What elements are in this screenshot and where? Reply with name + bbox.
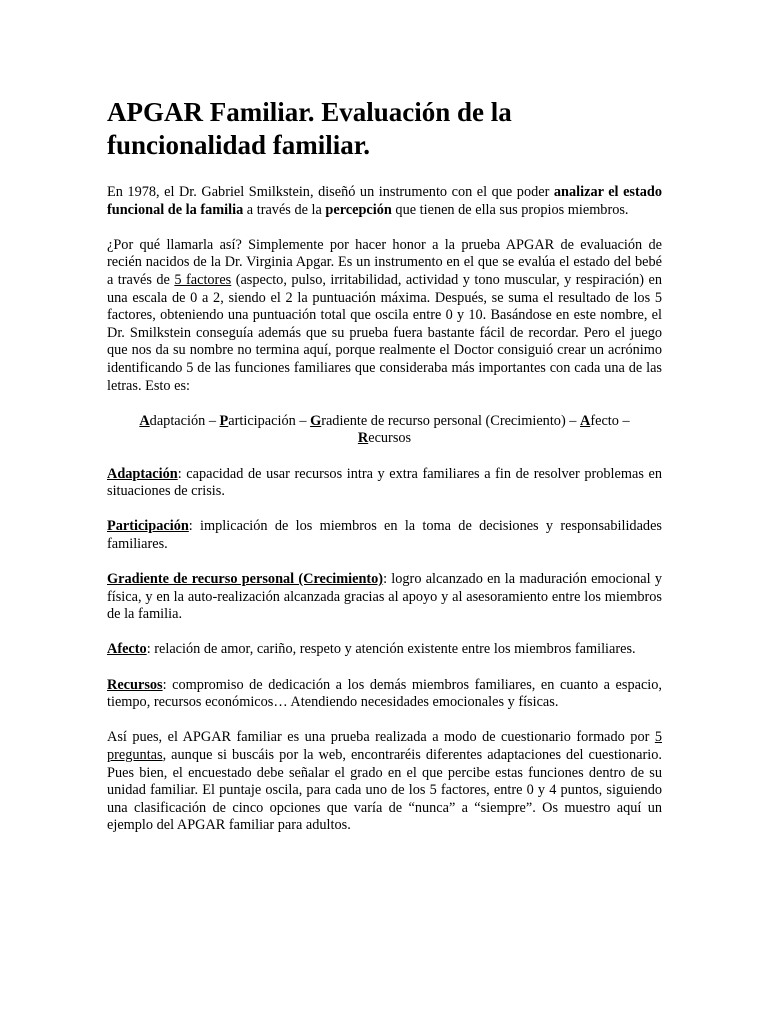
acronym-letter-a2: A: [580, 412, 591, 429]
why-text-1: ¿Por qué llamarla así? Simplemente por hacer honor a la prueba APGAR de evaluación de recién nacidos de la Dr. Virginia Apgar. Es un instrumento en el que se evalúa el estado del bebé a través de: [107, 236, 662, 288]
definition-term: Adaptación: [107, 465, 178, 482]
definition-text: : compromiso de dedicación a los demás miembros familiares, en cuanto a espacio, tiempo, recursos económicos… Atendiendo necesidades emocionales y físicas.: [107, 676, 662, 711]
definition-text: : logro alcanzado en la maduración emocional y física, y en la auto-realización alcanzada gracias al apoyo y al asesoramiento entre los miembros de la familia.: [107, 571, 662, 623]
intro-bold-1: analizar el estado funcional de la familia: [107, 184, 662, 218]
definition-recursos: [107, 677, 662, 712]
closing-paragraph: [107, 729, 662, 835]
acronym-rest-1: daptación –: [149, 412, 220, 429]
intro-text-2: a través de la: [243, 201, 326, 218]
acronym-letter-p: P: [219, 412, 229, 429]
definition-afecto: [107, 641, 662, 659]
intro-bold-2: percepción: [325, 201, 392, 218]
page-title: APGAR Familiar. Evaluación de la funcionalidad familiar.: [107, 97, 512, 160]
definition-term: Gradiente de recurso personal (Crecimiento): [107, 571, 384, 588]
document-content: [107, 96, 662, 835]
definition-text: : implicación de los miembros en la toma de decisiones y responsabilidades familiares.: [107, 518, 662, 552]
definition-adaptacion: [107, 466, 662, 501]
acronym-letter-a1: A: [139, 412, 150, 429]
definition-gradiente: [107, 571, 662, 624]
acronym-rest-5: ecursos: [368, 430, 412, 447]
definition-term: Recursos: [107, 676, 163, 693]
definition-text: : capacidad de usar recursos intra y extra familiares a fin de resolver problemas en situaciones de crisis.: [107, 465, 662, 500]
acronym-line: [107, 413, 662, 448]
definition-term: Afecto: [107, 641, 147, 658]
closing-text-2: , aunque si buscáis por la web, encontraréis diferentes adaptaciones del cuestionario. Pues bien, el encuestado debe señalar el grado en el que percibe estas funciones dentro de su unidad familiar. El puntaje oscila, para cada uno de los 5 factores, entre 0 y 4 puntos, siguiendo una clasificación de cinco opciones que varía de “nunca” a “siempre”. Os muestro aquí un ejemplo del APGAR familiar para adultos.: [107, 747, 662, 834]
acronym-letter-g: G: [310, 412, 322, 429]
closing-text-1: Así pues, el APGAR familiar es una prueba realizada a modo de cuestionario formado por: [107, 729, 655, 746]
why-paragraph: [107, 237, 662, 395]
closing-underline-1: 5 preguntas: [107, 729, 662, 763]
definition-text: : relación de amor, cariño, respeto y atención existente entre los miembros familiares.: [146, 641, 636, 658]
acronym-rest-4: fecto –: [590, 412, 630, 429]
acronym-letter-r: R: [357, 430, 369, 447]
why-underline-1: 5 factores: [174, 271, 232, 288]
why-text-2: (aspecto, pulso, irritabilidad, actividad y tono muscular, y respiración) en una escala de 0 a 2, siendo el 2 la puntuación máxima. Después, se suma el resultado de los 5 factores, obteniendo una puntuación total que oscila entre 0 y 10. Basándose en este nombre, el Dr. Smilkstein conseguía además que su prueba fuera bastante fácil de recordar. Pero el juego que nos da su nombre no termina aquí, porque realmente el Doctor consiguió crear un acrónimo identificando 5 de las funciones familiares que consideraba más importantes con cada una de las letras. Esto es:: [107, 271, 662, 394]
intro-paragraph: [107, 184, 662, 219]
acronym-rest-3: radiente de recurso personal (Crecimiento) –: [321, 412, 581, 429]
acronym-rest-2: articipación –: [228, 412, 311, 429]
intro-text-3: que tienen de ella sus propios miembros.: [391, 201, 629, 218]
definition-term: Participación: [107, 518, 189, 535]
intro-text-1: En 1978, el Dr. Gabriel Smilkstein, diseñó un instrumento con el que poder: [107, 184, 554, 200]
definition-participacion: [107, 518, 662, 553]
